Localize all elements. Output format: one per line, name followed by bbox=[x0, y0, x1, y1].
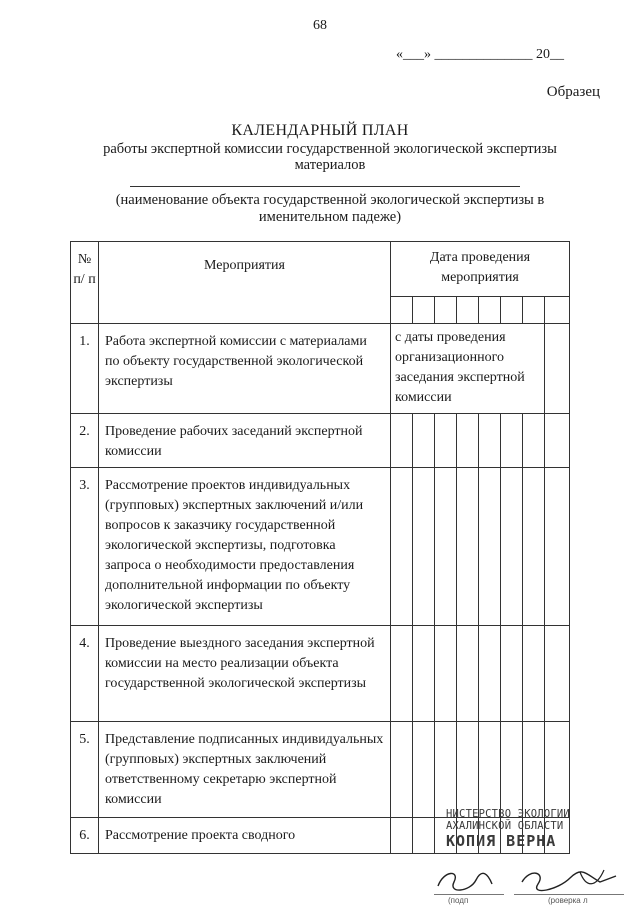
date-cell bbox=[413, 818, 435, 854]
date-cell bbox=[501, 468, 523, 626]
date-subcell bbox=[479, 297, 501, 324]
date-subcell bbox=[391, 297, 413, 324]
document-subtitle: работы экспертной комиссии государственной экологической экспертизы материалов bbox=[103, 141, 557, 173]
header-number: № п/ п bbox=[71, 242, 99, 324]
row-date-note: с даты проведения организационного заседания экспертной комиссии bbox=[391, 324, 545, 414]
date-subcell bbox=[523, 297, 545, 324]
date-cell bbox=[479, 626, 501, 722]
date-subcell bbox=[435, 297, 457, 324]
row-activity: Проведение рабочих заседаний экспертной комиссии bbox=[99, 414, 391, 468]
date-cell bbox=[391, 818, 413, 854]
date-cell bbox=[523, 722, 545, 818]
date-cell bbox=[391, 626, 413, 722]
row-number: 2. bbox=[71, 414, 99, 468]
row-activity: Представление подписанных индивидуальных (групповых) экспертных заключений ответственному секретарю экспертной комиссии bbox=[99, 722, 391, 818]
date-cell bbox=[391, 722, 413, 818]
table-row bbox=[71, 414, 570, 468]
signature-label: (подп bbox=[448, 896, 469, 905]
stamp-line-copy: КОПИЯ ВЕРНА bbox=[446, 832, 557, 850]
date-cell bbox=[523, 414, 545, 468]
table-row bbox=[71, 722, 570, 818]
date-cell bbox=[413, 468, 435, 626]
date-subcell bbox=[457, 297, 479, 324]
date-subcell bbox=[545, 297, 570, 324]
name-caption: (наименование объекта государственной экологической экспертизы в именительном падеже) bbox=[115, 192, 545, 225]
date-cell bbox=[457, 414, 479, 468]
row-activity: Работа экспертной комиссии с материалами по объекту государственной экологической экспертизы bbox=[99, 324, 391, 414]
date-cell bbox=[457, 722, 479, 818]
page-number: 68 bbox=[313, 18, 327, 33]
table-row bbox=[71, 468, 570, 626]
date-cell bbox=[479, 722, 501, 818]
date-cell bbox=[501, 414, 523, 468]
row-activity: Рассмотрение проектов индивидуальных (групповых) экспертных заключений и/или вопросов к заказчику государственной экологической экспертизы, подготовка запроса о необходимости предоставления дополнительной информации по объекту экологической экспертизы bbox=[99, 468, 391, 626]
row-number: 6. bbox=[71, 818, 99, 854]
date-cell bbox=[435, 414, 457, 468]
stamp-line-region: АХАЛИНСКОЙ ОБЛАСТИ bbox=[446, 820, 564, 832]
table-row bbox=[71, 626, 570, 722]
sample-label: Образец bbox=[546, 84, 600, 100]
row-number: 5. bbox=[71, 722, 99, 818]
date-cell bbox=[501, 626, 523, 722]
name-underline bbox=[130, 186, 520, 187]
date-cell bbox=[523, 626, 545, 722]
signature-line bbox=[514, 894, 624, 895]
date-cell bbox=[413, 722, 435, 818]
header-date: Дата проведения мероприятия bbox=[391, 242, 570, 297]
signature-line bbox=[434, 894, 504, 895]
date-cell bbox=[479, 414, 501, 468]
date-cell bbox=[391, 468, 413, 626]
signature-label: (роверка л bbox=[548, 896, 588, 905]
date-cell bbox=[435, 722, 457, 818]
date-cell bbox=[479, 468, 501, 626]
document-title: КАЛЕНДАРНЫЙ ПЛАН bbox=[231, 122, 409, 139]
date-cell bbox=[435, 626, 457, 722]
date-line: «___» ______________ 20__ bbox=[396, 47, 564, 62]
date-subcell bbox=[413, 297, 435, 324]
date-cell bbox=[545, 626, 570, 722]
row-number: 1. bbox=[71, 324, 99, 414]
date-cell bbox=[545, 468, 570, 626]
row-activity: Рассмотрение проекта сводного bbox=[99, 818, 391, 854]
date-cell bbox=[523, 468, 545, 626]
signature-area bbox=[430, 860, 630, 905]
row-activity: Проведение выездного заседания экспертной комиссии на место реализации объекта государственной экологической экспертизы bbox=[99, 626, 391, 722]
date-cell bbox=[413, 626, 435, 722]
table-row bbox=[71, 324, 570, 414]
header-row bbox=[71, 242, 570, 297]
row-number: 3. bbox=[71, 468, 99, 626]
date-cell bbox=[457, 626, 479, 722]
date-cell bbox=[545, 414, 570, 468]
date-cell bbox=[413, 414, 435, 468]
date-cell bbox=[545, 722, 570, 818]
date-cell bbox=[457, 468, 479, 626]
date-subcell bbox=[501, 297, 523, 324]
stamp-line-ministry: НИСТЕРСТВО ЭКОЛОГИИ bbox=[446, 808, 570, 820]
date-cell bbox=[501, 722, 523, 818]
header-activity: Мероприятия bbox=[99, 242, 391, 324]
date-cell bbox=[435, 468, 457, 626]
certification-stamp bbox=[446, 808, 606, 850]
calendar-plan-table bbox=[70, 241, 570, 854]
date-cell bbox=[391, 414, 413, 468]
row-number: 4. bbox=[71, 626, 99, 722]
date-cell bbox=[545, 324, 570, 414]
